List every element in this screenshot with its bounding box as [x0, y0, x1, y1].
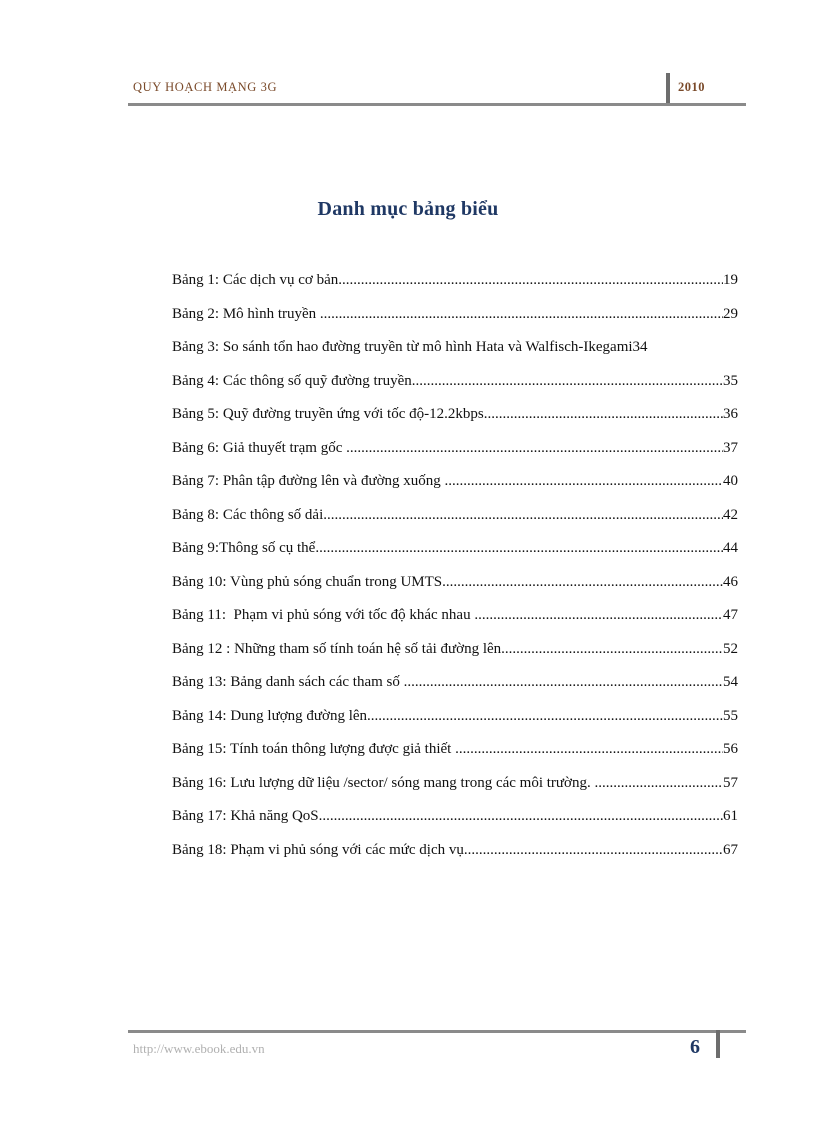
toc-entry-page: 47: [723, 607, 738, 623]
toc-entry-3[interactable]: [172, 337, 738, 371]
toc-leader-dots: [319, 806, 723, 826]
toc-entry-page: 44: [723, 540, 738, 556]
toc-entry-4[interactable]: [172, 371, 738, 405]
toc-entry-label: Bảng 11: Phạm vi phủ sóng với tốc độ khác nhau: [172, 607, 475, 623]
toc-entry-label: Bảng 12 : Những tham số tính toán hệ số tải đường lên: [172, 640, 502, 657]
footer-divider-bar: [716, 1030, 720, 1058]
toc-leader-dots: [346, 438, 723, 458]
toc-leader-dots: [594, 773, 723, 793]
header-year: 2010: [678, 80, 705, 94]
toc-entry-page: 35: [723, 372, 738, 389]
toc-entry-page: 67: [723, 841, 738, 858]
toc-leader-dots: [442, 572, 723, 592]
toc-leader-dots: [338, 270, 723, 290]
toc-entry-label: Bảng 5: Quỹ đường truyền ứng với tốc độ-12.2kbps: [172, 406, 484, 422]
toc-entry-9[interactable]: [172, 538, 738, 572]
toc-leader-dots: [404, 672, 723, 692]
toc-entry-13[interactable]: [172, 672, 738, 706]
toc-entry-14[interactable]: [172, 706, 738, 740]
toc-entry-8[interactable]: [172, 505, 738, 539]
toc-leader-dots: [484, 404, 723, 424]
footer-page-number: 6: [690, 1036, 700, 1058]
toc-leader-dots: [464, 840, 723, 860]
toc-entry-label: Bảng 9:Thông số cụ thể: [172, 540, 316, 556]
toc-entry-16[interactable]: [172, 773, 738, 807]
toc-entry-page: 46: [723, 573, 738, 590]
toc-entry-label: Bảng 14: Dung lượng đường lên: [172, 707, 368, 724]
toc-entry-5[interactable]: [172, 404, 738, 438]
toc-entry-18[interactable]: [172, 840, 738, 874]
toc-entry-label: Bảng 4: Các thông số quỹ đường truyền: [172, 372, 412, 389]
footer-url[interactable]: http://www.ebook.edu.vn: [133, 1041, 265, 1056]
toc-entry-label: Bảng 1: Các dịch vụ cơ bản: [172, 272, 339, 288]
page-title: Danh mục bảng biểu: [317, 198, 499, 220]
toc-entry-7[interactable]: [172, 471, 738, 505]
table-of-tables: [172, 270, 738, 873]
toc-entry-15[interactable]: [172, 739, 738, 773]
toc-entry-6[interactable]: [172, 438, 738, 472]
toc-entry-label: Bảng 16: Lưu lượng dữ liệu /sector/ sóng mang trong các môi trường.: [172, 774, 595, 791]
toc-entry-label: Bảng 7: Phân tập đường lên và đường xuống: [172, 473, 445, 489]
toc-entry-page: 61: [723, 808, 738, 824]
header-divider-bar: [666, 73, 670, 106]
header-title: QUY HOẠCH MẠNG 3G: [133, 80, 278, 94]
toc-entry-page: 52: [723, 640, 738, 657]
toc-entry-label: Bảng 13: Bảng danh sách các tham số: [172, 674, 404, 690]
toc-entry-page: 54: [723, 674, 738, 690]
toc-leader-dots: [412, 371, 723, 391]
toc-leader-dots: [455, 739, 723, 759]
toc-entry-label: Bảng 3: So sánh tổn hao đường truyền từ mô hình Hata và Walfisch-Ikegami: [172, 339, 633, 355]
toc-entry-page: 57: [723, 774, 738, 791]
toc-entry-label: Bảng 8: Các thông số dải: [172, 506, 324, 523]
toc-leader-dots: [501, 639, 723, 659]
toc-entry-17[interactable]: [172, 806, 738, 840]
toc-entry-page: 42: [723, 506, 738, 523]
toc-leader-dots: [474, 605, 723, 625]
toc-entry-label: Bảng 15: Tính toán thông lượng được giả thiết: [172, 741, 456, 757]
footer-rule: [128, 1030, 746, 1033]
toc-entry-label: Bảng 2: Mô hình truyền: [172, 305, 320, 322]
toc-entry-page: 55: [723, 707, 738, 724]
toc-entry-2[interactable]: [172, 304, 738, 338]
toc-entry-page: 29: [723, 305, 738, 322]
toc-entry-label: Bảng 17: Khả năng QoS: [172, 808, 319, 824]
toc-entry-label: Bảng 10: Vùng phủ sóng chuẩn trong UMTS: [172, 573, 443, 590]
toc-leader-dots: [315, 538, 723, 558]
toc-entry-label: Bảng 6: Giả thuyết trạm gốc: [172, 439, 347, 456]
toc-leader-dots: [367, 706, 723, 726]
toc-entry-page: 34: [632, 339, 648, 355]
toc-entry-label: Bảng 18: Phạm vi phủ sóng với các mức dịch vụ: [172, 841, 464, 858]
toc-entry-page: 56: [723, 741, 738, 757]
toc-leader-dots: [320, 304, 723, 324]
toc-entry-page: 40: [723, 473, 738, 489]
toc-entry-12[interactable]: [172, 639, 738, 673]
toc-entry-10[interactable]: [172, 572, 738, 606]
header-rule: [128, 103, 746, 106]
toc-leader-dots: [323, 505, 723, 525]
toc-entry-page: 36: [723, 406, 738, 422]
toc-entry-page: 19: [723, 272, 738, 288]
toc-entry-1[interactable]: [172, 270, 738, 304]
toc-leader-dots: [445, 471, 723, 491]
toc-entry-11[interactable]: [172, 605, 738, 639]
toc-entry-page: 37: [723, 439, 738, 456]
